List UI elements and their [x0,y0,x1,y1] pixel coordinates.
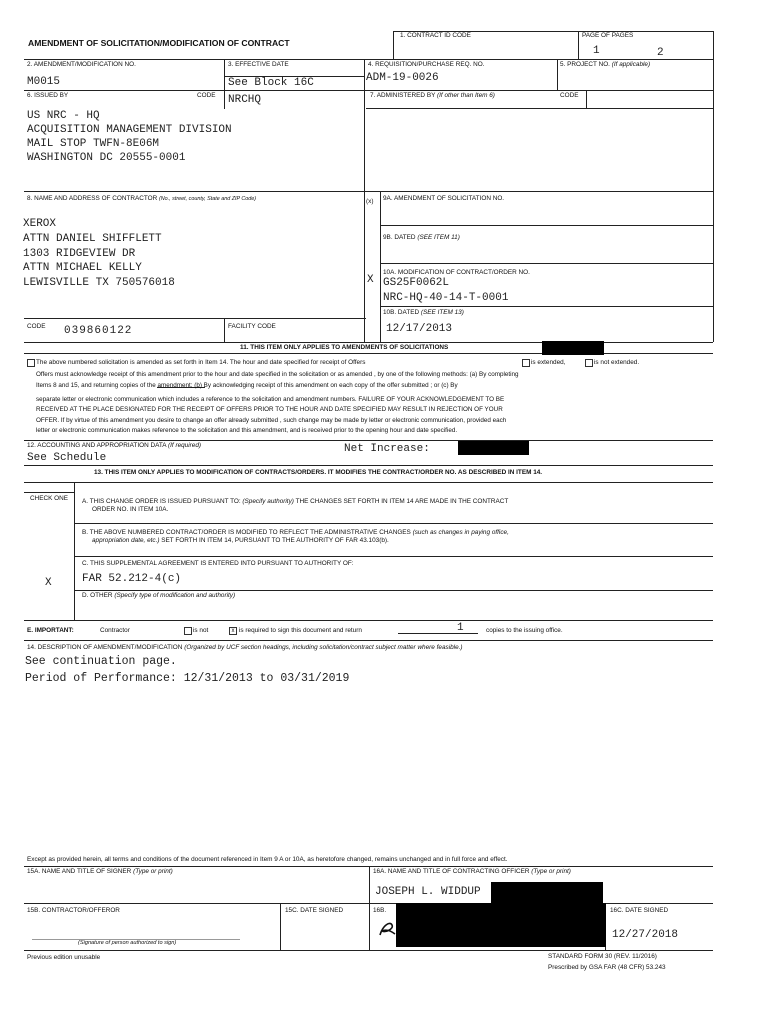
page-total: 2 [657,47,664,59]
rule [380,225,713,226]
contract-dated: 12/17/2013 [386,323,453,335]
rule [224,318,225,342]
rule [24,492,74,493]
rule [586,90,587,108]
accounting-value: See Schedule [27,452,107,464]
description-line1: See continuation page. [25,655,177,668]
contractor-code-label: CODE [27,323,46,330]
amended-checkbox[interactable] [27,359,35,367]
rule [24,59,713,60]
item11-line: OFFER. If by virtue of this amendment you desire to change an offer already submitted , such change may be made by letter or electronic communication, provided each [36,417,507,424]
block15c-label: 15C. DATE SIGNED [285,907,344,914]
block3-label: 3. EFFECTIVE DATE [228,61,289,68]
check-one-label: CHECK ONE [30,495,68,502]
previous-edition-note: Previous edition unusable [27,954,101,961]
rule [24,465,713,466]
is-not-label: is not [193,627,209,634]
rule [24,640,713,641]
block6-code-label: CODE [197,92,216,99]
item13-c-mark: X [45,577,52,589]
block5-label: 5. PROJECT NO. (If applicable) [560,61,651,68]
item13-a-line2: ORDER NO. IN ITEM 10A. [92,506,169,513]
copies-line [398,633,478,634]
prescribed-label: Prescribed by GSA FAR (48 CFR) 53.243 [548,964,666,971]
block14-label: 14. DESCRIPTION OF AMENDMENT/MODIFICATION (Organized by UCF section headings, including solicitation/contract subject matter where feasible.) [27,644,463,651]
block4-label: 4. REQUISITION/PURCHASE REQ. NO. [368,61,485,68]
description-line2: Period of Performance: 12/31/2013 to 03/31/2019 [25,672,350,685]
block7-code-label: CODE [560,92,579,99]
rule [364,59,365,342]
block15a-label: 15A. NAME AND TITLE OF SIGNER (Type or print) [27,868,173,875]
item11-first-line: The above numbered solicitation is amended as set forth in Item 14. The hour and date specified for receipt of Offers [36,359,366,366]
contract-id-label: 1. CONTRACT ID CODE [400,32,471,39]
rule [24,950,713,951]
extended-checkbox[interactable] [522,359,530,367]
rule [24,620,713,621]
block15b-label: 15B. CONTRACTOR/OFFEROR [27,907,120,914]
not-extended-checkbox[interactable] [585,359,593,367]
facility-code-label: FACILITY CODE [228,323,276,330]
rule [380,306,713,307]
rule [24,90,713,91]
is-extended-label: is extended, [531,359,566,366]
date-signed-16c: 12/27/2018 [612,929,679,941]
block2-label: 2. AMENDMENT/MODIFICATION NO. [27,61,136,68]
form-title: AMENDMENT OF SOLICITATION/MODIFICATION OF CONTRACT [28,38,290,48]
contractor-line: ATTN DANIEL SHIFFLETT [23,233,162,245]
redaction-box [542,341,604,355]
rule [74,523,713,524]
block7-label: 7. ADMINISTERED BY (If other than Item 6) [370,92,495,99]
rule [24,440,713,441]
rule [74,590,713,591]
except-note: Except as provided herein, all terms and conditions of the document referenced in Item 9 A or 10A, as heretofore changed, remains unchanged and in full force and effect. [27,856,508,863]
copies-count: 1 [457,622,464,634]
item11-line: letter or electronic communication makes reference to the solicitation and this amendment, and is received prior to the opening hour and date specified. [36,427,458,434]
page-label: PAGE OF PAGES [582,32,634,39]
item11-line: separate letter or electronic communication which includes a reference to the solicitation and amendment numbers. FAILURE OF YOUR ACKNOWLEDGEMENT TO BE [36,396,505,403]
redaction-box [491,882,603,905]
block16b-label: 16B. [373,907,387,914]
contracting-officer-name: JOSEPH L. WIDDUP [375,886,481,898]
block10b-label: 10B. DATED (SEE ITEM 13) [383,309,464,316]
rule [557,59,558,90]
important-label: E. IMPORTANT: [27,627,74,634]
is-not-checkbox[interactable] [184,627,192,635]
rule [280,903,281,950]
issued-by-code: NRCHQ [228,94,262,106]
item11-line: Items 8 and 15, and returning copies of the amendment; (b) By acknowledging receipt of this amendment on each copy of the offer submitted ; or (c) By [36,382,458,389]
contractor-line: ATTN MICHAEL KELLY [23,262,142,274]
page-number: 1 [593,45,600,57]
is-required-label: is required to sign this document and return [239,627,362,634]
item11-line: Offers must acknowledge receipt of this amendment prior to the hour and date specified in the solicitation or as amended , by one of the following methods: (a) By completing [36,371,519,378]
rule [224,59,225,109]
rule [380,191,381,342]
block9-mark: (x) [366,198,374,205]
item13-header: 13. THIS ITEM ONLY APPLIES TO MODIFICATION OF CONTRACTS/ORDERS. IT MODIFIES THE CONTRACT/ORDER NO. AS DESCRIBED IN ITEM 14. [94,469,543,476]
rule [380,263,713,264]
contract-number: GS25F0062L [383,277,450,289]
block16a-label: 16A. NAME AND TITLE OF CONTRACTING OFFICER (Type or print) [373,868,571,875]
issued-by-line: MAIL STOP TWFN-8E06M [27,138,160,150]
signature-mark-icon [377,919,397,939]
supplemental-authority: FAR 52.212-4(c) [82,573,182,585]
net-increase-label: Net Increase: [344,443,430,455]
block10-mark: X [367,274,374,286]
contractor-line: 1303 RIDGEVIEW DR [23,248,136,260]
item13-b-line1: B. THE ABOVE NUMBERED CONTRACT/ORDER IS MODIFIED TO REFLECT THE ADMINISTRATIVE CHANGES (such as changes in paying office, [82,529,509,536]
block8-label: 8. NAME AND ADDRESS OF CONTRACTOR (No., street, county, State and ZIP Code) [27,195,257,202]
block12-label: 12. ACCOUNTING AND APPROPRIATION DATA (If required) [27,442,202,449]
copies-suffix: copies to the issuing office. [486,627,563,634]
issued-by-line: US NRC - HQ [27,110,100,122]
requisition-number: ADM-19-0026 [366,72,439,84]
item13-b-line2: appropriation date, etc.) SET FORTH IN ITEM 14, PURSUANT TO THE AUTHORITY OF FAR 43.103(b). [92,537,389,544]
item13-a-line1: A. THIS CHANGE ORDER IS ISSUED PURSUANT TO: (Specify authority) THE CHANGES SET FORTH IN ITEM 14 ARE MADE IN THE CONTRACT [82,498,509,505]
issued-by-line: WASHINGTON DC 20555-0001 [27,152,186,164]
item11-header: 11. THIS ITEM ONLY APPLIES TO AMENDMENTS OF SOLICITATIONS [240,344,449,351]
contractor-label: Contractor [100,627,130,634]
rule [24,318,366,319]
is-not-extended-label: is not extended. [594,359,640,366]
rule [366,108,713,109]
rule [393,31,394,59]
block10a-label: 10A. MODIFICATION OF CONTRACT/ORDER NO. [383,269,530,276]
effective-date: See Block 16C [228,77,314,89]
contractor-line: LEWISVILLE TX 750576018 [23,277,175,289]
item13-c-label: C. THIS SUPPLEMENTAL AGREEMENT IS ENTERED INTO PURSUANT TO AUTHORITY OF: [82,560,354,567]
contractor-code: 039860122 [64,325,133,337]
block9a-label: 9A. AMENDMENT OF SOLICITATION NO. [383,195,505,202]
contractor-line: XEROX [23,218,57,230]
redaction-box [458,441,529,455]
is-required-checkbox[interactable]: x [229,627,237,635]
rule [24,191,713,192]
rule [369,866,370,950]
signature-note: (Signature of person authorized to sign) [78,940,177,946]
issued-by-line: ACQUISITION MANAGEMENT DIVISION [27,124,232,136]
block9b-label: 9B. DATED (SEE ITEM 11) [383,234,460,241]
item11-line: RECEIVED AT THE PLACE DESIGNATED FOR THE RECEIPT OF OFFERS PRIOR TO THE HOUR AND DATE SPECIFIED MAY RESULT IN REJECTION OF YOUR [36,406,503,413]
item13-d-label: D. OTHER (Specify type of modification and authority) [82,592,236,599]
rule [74,556,713,557]
rule [24,342,713,343]
rule [713,31,714,342]
order-number: NRC-HQ-40-14-T-0001 [383,292,509,304]
amendment-number: M0015 [27,76,61,88]
rule [24,482,713,483]
signature-redaction [396,903,606,947]
standard-form-label: STANDARD FORM 30 (REV. 11/2016) [548,953,657,960]
block6-label: 6. ISSUED BY [27,92,69,99]
block16c-label: 16C. DATE SIGNED [610,907,669,914]
rule [578,31,579,59]
rule [24,353,713,354]
rule [74,482,75,620]
